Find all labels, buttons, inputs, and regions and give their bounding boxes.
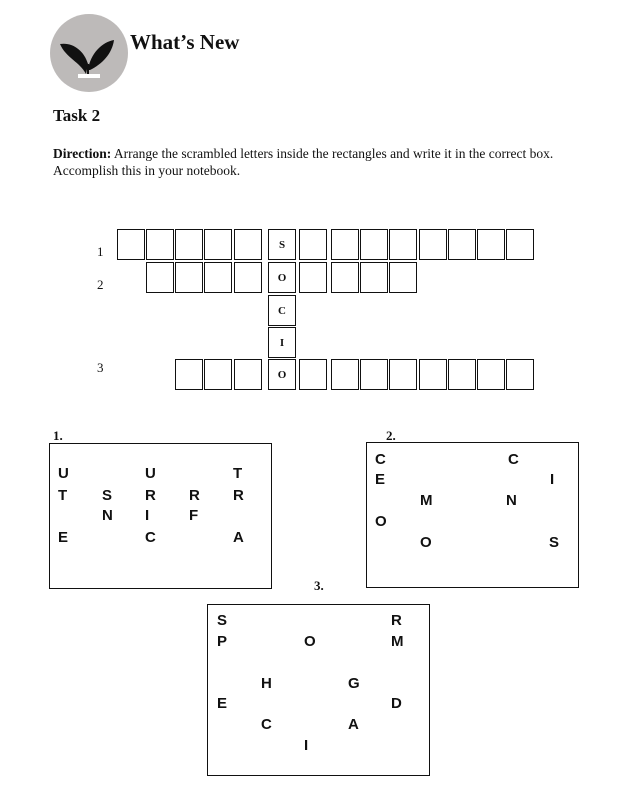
- crossword-cell[interactable]: [360, 229, 388, 260]
- direction-label: Direction:: [53, 146, 112, 161]
- crossword-cell[interactable]: [204, 359, 232, 390]
- crossword-cell[interactable]: [477, 229, 505, 260]
- scrambled-letter: A: [348, 716, 359, 733]
- scrambled-letter: A: [233, 529, 244, 546]
- crossword-cell[interactable]: [234, 229, 262, 260]
- crossword-cell[interactable]: [419, 359, 447, 390]
- crossword-cell[interactable]: [448, 229, 476, 260]
- puzzle-box-2-label: 2.: [386, 428, 396, 443]
- scrambled-letter: U: [145, 465, 156, 482]
- crossword-clue-cell: I: [268, 327, 296, 358]
- scrambled-letter: C: [145, 529, 156, 546]
- scrambled-letter: G: [348, 675, 360, 692]
- crossword-cell[interactable]: [389, 229, 417, 260]
- scrambled-letter: R: [391, 612, 402, 629]
- direction-body: Arrange the scrambled letters inside the rectangles and write it in the correct box. Accomplish this in your notebook.: [53, 146, 554, 178]
- crossword-cell[interactable]: [389, 262, 417, 293]
- crossword-cell[interactable]: [299, 359, 327, 390]
- row-number-1: 1: [97, 244, 104, 259]
- scrambled-letter: R: [145, 487, 156, 504]
- row-number-2: 2: [97, 277, 104, 292]
- scrambled-letter: S: [217, 612, 228, 629]
- scrambled-letter: I: [550, 471, 555, 488]
- scrambled-letter: N: [102, 507, 113, 524]
- crossword-cell[interactable]: [175, 229, 203, 260]
- crossword-cell[interactable]: [360, 359, 388, 390]
- crossword-cell[interactable]: [234, 262, 262, 293]
- scrambled-letter: R: [233, 487, 244, 504]
- scrambled-letter: U: [58, 465, 69, 482]
- puzzle-box-2: [366, 442, 579, 588]
- crossword-cell[interactable]: [117, 229, 145, 260]
- crossword-cell[interactable]: [506, 359, 534, 390]
- task-title: Task 2: [53, 106, 101, 125]
- scrambled-letter: C: [375, 451, 386, 468]
- scrambled-letter: E: [375, 471, 386, 488]
- crossword-cell[interactable]: [204, 262, 232, 293]
- crossword-cell[interactable]: [146, 262, 174, 293]
- crossword-cell[interactable]: [331, 359, 359, 390]
- scrambled-letter: S: [102, 487, 113, 504]
- crossword-cell[interactable]: [175, 359, 203, 390]
- puzzle-box-1-label: 1.: [53, 428, 63, 443]
- puzzle-box-3: [207, 604, 430, 776]
- scrambled-letter: P: [217, 633, 228, 650]
- row-number-3: 3: [97, 360, 104, 375]
- scrambled-letter: E: [58, 529, 69, 546]
- crossword-cell[interactable]: [204, 229, 232, 260]
- crossword-cell[interactable]: [360, 262, 388, 293]
- scrambled-letter: O: [375, 513, 387, 530]
- scrambled-letter: I: [304, 737, 309, 754]
- scrambled-letter: T: [233, 465, 243, 482]
- crossword-cell[interactable]: [146, 229, 174, 260]
- crossword-cell[interactable]: [299, 262, 327, 293]
- crossword-clue-cell: S: [268, 229, 296, 260]
- scrambled-letter: T: [58, 487, 68, 504]
- crossword-cell[interactable]: [175, 262, 203, 293]
- seedling-logo: [50, 14, 128, 92]
- crossword-clue-cell: C: [268, 295, 296, 326]
- seedling-icon: [50, 14, 128, 92]
- scrambled-letter: R: [189, 487, 200, 504]
- crossword-cell[interactable]: [448, 359, 476, 390]
- scrambled-letter: D: [391, 695, 402, 712]
- scrambled-letter: C: [261, 716, 272, 733]
- scrambled-letter: O: [304, 633, 316, 650]
- scrambled-letter: S: [549, 534, 560, 551]
- scrambled-letter: H: [261, 675, 272, 692]
- scrambled-letter: N: [506, 492, 517, 509]
- crossword-cell[interactable]: [506, 229, 534, 260]
- scrambled-letter: F: [189, 507, 199, 524]
- crossword-cell[interactable]: [389, 359, 417, 390]
- crossword-cell[interactable]: [419, 229, 447, 260]
- crossword-clue-cell: O: [268, 359, 296, 390]
- direction-text: [53, 145, 613, 179]
- scrambled-letter: C: [508, 451, 519, 468]
- crossword-clue-cell: O: [268, 262, 296, 293]
- crossword-cell[interactable]: [331, 262, 359, 293]
- scrambled-letter: E: [217, 695, 228, 712]
- crossword-cell[interactable]: [234, 359, 262, 390]
- puzzle-box-3-label: 3.: [314, 578, 324, 593]
- crossword-cell[interactable]: [299, 229, 327, 260]
- crossword-cell[interactable]: [477, 359, 505, 390]
- scrambled-letter: M: [420, 492, 433, 509]
- scrambled-letter: I: [145, 507, 150, 524]
- scrambled-letter: M: [391, 633, 404, 650]
- crossword-cell[interactable]: [331, 229, 359, 260]
- scrambled-letter: O: [420, 534, 432, 551]
- page-title: What’s New: [130, 30, 240, 54]
